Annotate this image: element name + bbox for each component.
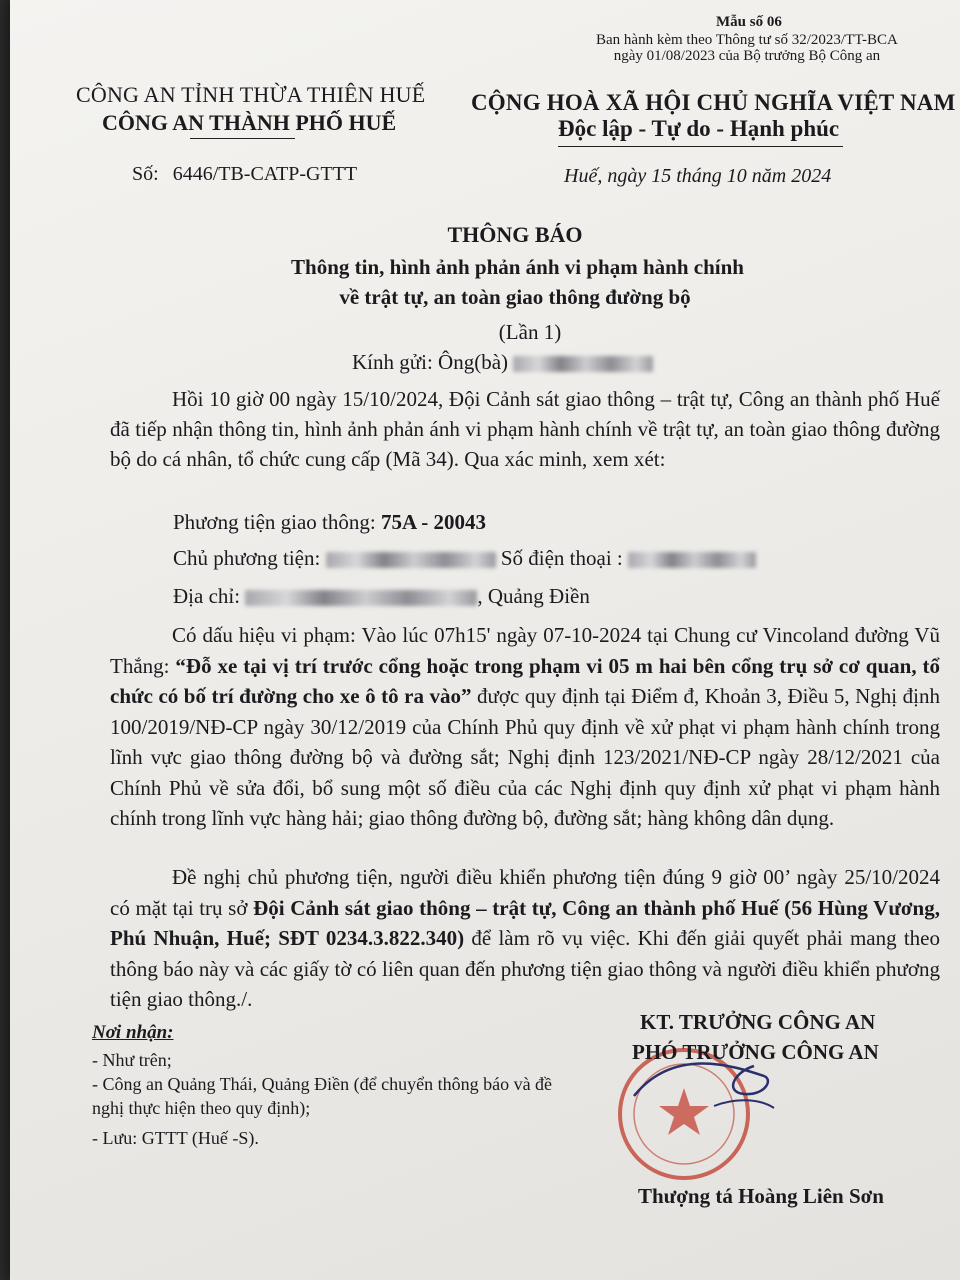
recipients-title: Nơi nhận: [92,1022,174,1043]
place-date: Huế, ngày 15 tháng 10 năm 2024 [564,165,832,187]
recipient-label: Kính gửi: Ông(bà) [352,350,509,374]
agency-name: CÔNG AN THÀNH PHỐ HUẾ [102,110,397,135]
redacted-owner [326,552,496,568]
vehicle-line [173,510,486,535]
signer-name: Thượng tá Hoàng Liên Sơn [638,1184,884,1208]
signature-title-1: KT. TRƯỞNG CÔNG AN [640,1010,876,1034]
vehicle-label: Phương tiện giao thông: [173,510,376,534]
notice-times: (Lần 1) [498,320,562,344]
recipient-item-1: - Như trên; [92,1050,172,1070]
document-number [132,163,357,186]
violation-description: “Đỗ xe tại vị trí trước cổng hoặc trong phạm vi 05 m hai bên cổng trụ sở cơ quan, tổ chức có bố trí đường cho xe ô tô ra vào” [110,653,940,708]
document-title: THÔNG BÁO [447,222,583,247]
phone-label: Số điện thoại : [500,546,623,570]
form-issue-line-2: ngày 01/08/2023 của Bộ trưởng Bộ Công an [613,48,881,64]
document-subtitle-1: Thông tin, hình ảnh phản ánh vi phạm hành chính [291,255,744,279]
document-number-value: 6446/TB-CATP-GTTT [172,163,358,185]
paragraph-violation [110,620,940,834]
redacted-name [513,356,653,372]
owner-label: Chủ phương tiện: [173,546,321,570]
agency-underline [190,138,295,139]
paragraph-request [110,862,940,1015]
recipient-line [352,350,653,375]
address-line [173,584,590,609]
national-title: CỘNG HOÀ XÃ HỘI CHỦ NGHĨA VIỆT NAM [471,90,956,115]
paragraph-intro-text: Hồi 10 giờ 00 ngày 15/10/2024, Đội Cảnh sát giao thông – trật tự, Công an thành phố Huế đã tiếp nhận thông tin, hình ảnh phản ánh vi phạm hành chính về trật tự, an toàn giao thông đường bộ do cá nhân, tổ chức cung cấp (Mã 34). Qua xác minh, xem xét: [110,387,940,471]
form-number: Mẫu số 06 [716,14,782,30]
motto-underline [558,146,843,147]
signature-title-2: PHÓ TRƯỞNG CÔNG AN [632,1040,879,1064]
document-subtitle-2: về trật tự, an toàn giao thông đường bộ [339,285,691,309]
redacted-phone [628,552,756,568]
form-issue-note [596,32,898,64]
form-issue-line-1: Ban hành kèm theo Thông tư số 32/2023/TT-BCA [596,32,898,48]
owner-line [173,546,756,571]
request-location: Đội Cảnh sát giao thông – trật tự, Công an thành phố Huế (56 Hùng Vương, Phú Nhuận, Huế; SĐT 0234.3.822.340) [110,895,940,950]
request-text-a: Đề nghị chủ phương tiện, người điều khiển phương tiện đúng 9 giờ 00’ ngày 25/10/2024 có mặt tại trụ sở [110,865,940,920]
agency-parent: CÔNG AN TỈNH THỪA THIÊN HUẾ [76,82,426,107]
vehicle-plate: 75A - 20043 [380,510,486,534]
address-tail: , Quảng Điền [477,584,590,608]
recipient-item-2: - Công an Quảng Thái, Quảng Điền (để chuyển thông báo và đề nghị thực hiện theo quy định); [92,1074,553,1118]
request-text-c: để làm rõ vụ việc. Khi đến giải quyết phải mang theo thông báo này và các giấy tờ có liên quan đến phương tiện giao thông và người điều khiển phương tiện giao thông./. [110,926,941,1011]
document-sheet [10,0,960,1280]
national-motto: Độc lập - Tự do - Hạnh phúc [558,116,840,141]
paragraph-intro [110,384,940,474]
address-label: Địa chỉ: [173,584,241,608]
redacted-address [245,590,477,606]
violation-text-a: Có dấu hiệu vi phạm: Vào lúc 07h15' ngày 07-10-2024 tại Chung cư Vincoland đường Vũ Thắng: [110,623,940,678]
violation-text-c: được quy định tại Điểm đ, Khoản 3, Điều 5, Nghị định 100/2019/NĐ-CP ngày 30/12/2019 của Chính Phủ quy định về xử phạt vi phạm hành chính trong lĩnh vực giao thông đường bộ và đường sắt; Nghị định 123/2021/NĐ-CP ngày 28/12/2021 của Chính Phủ về sửa đổi, bổ sung một số điều của các Nghị định quy định xử phạt vi phạm hành chính trong lĩnh vực hàng hải; giao thông đường bộ, đường sắt; hàng không dân dụng. [110,684,940,830]
recipient-item-3: - Lưu: GTTT (Huế -S). [92,1128,259,1148]
document-number-label: Số: [132,163,159,185]
